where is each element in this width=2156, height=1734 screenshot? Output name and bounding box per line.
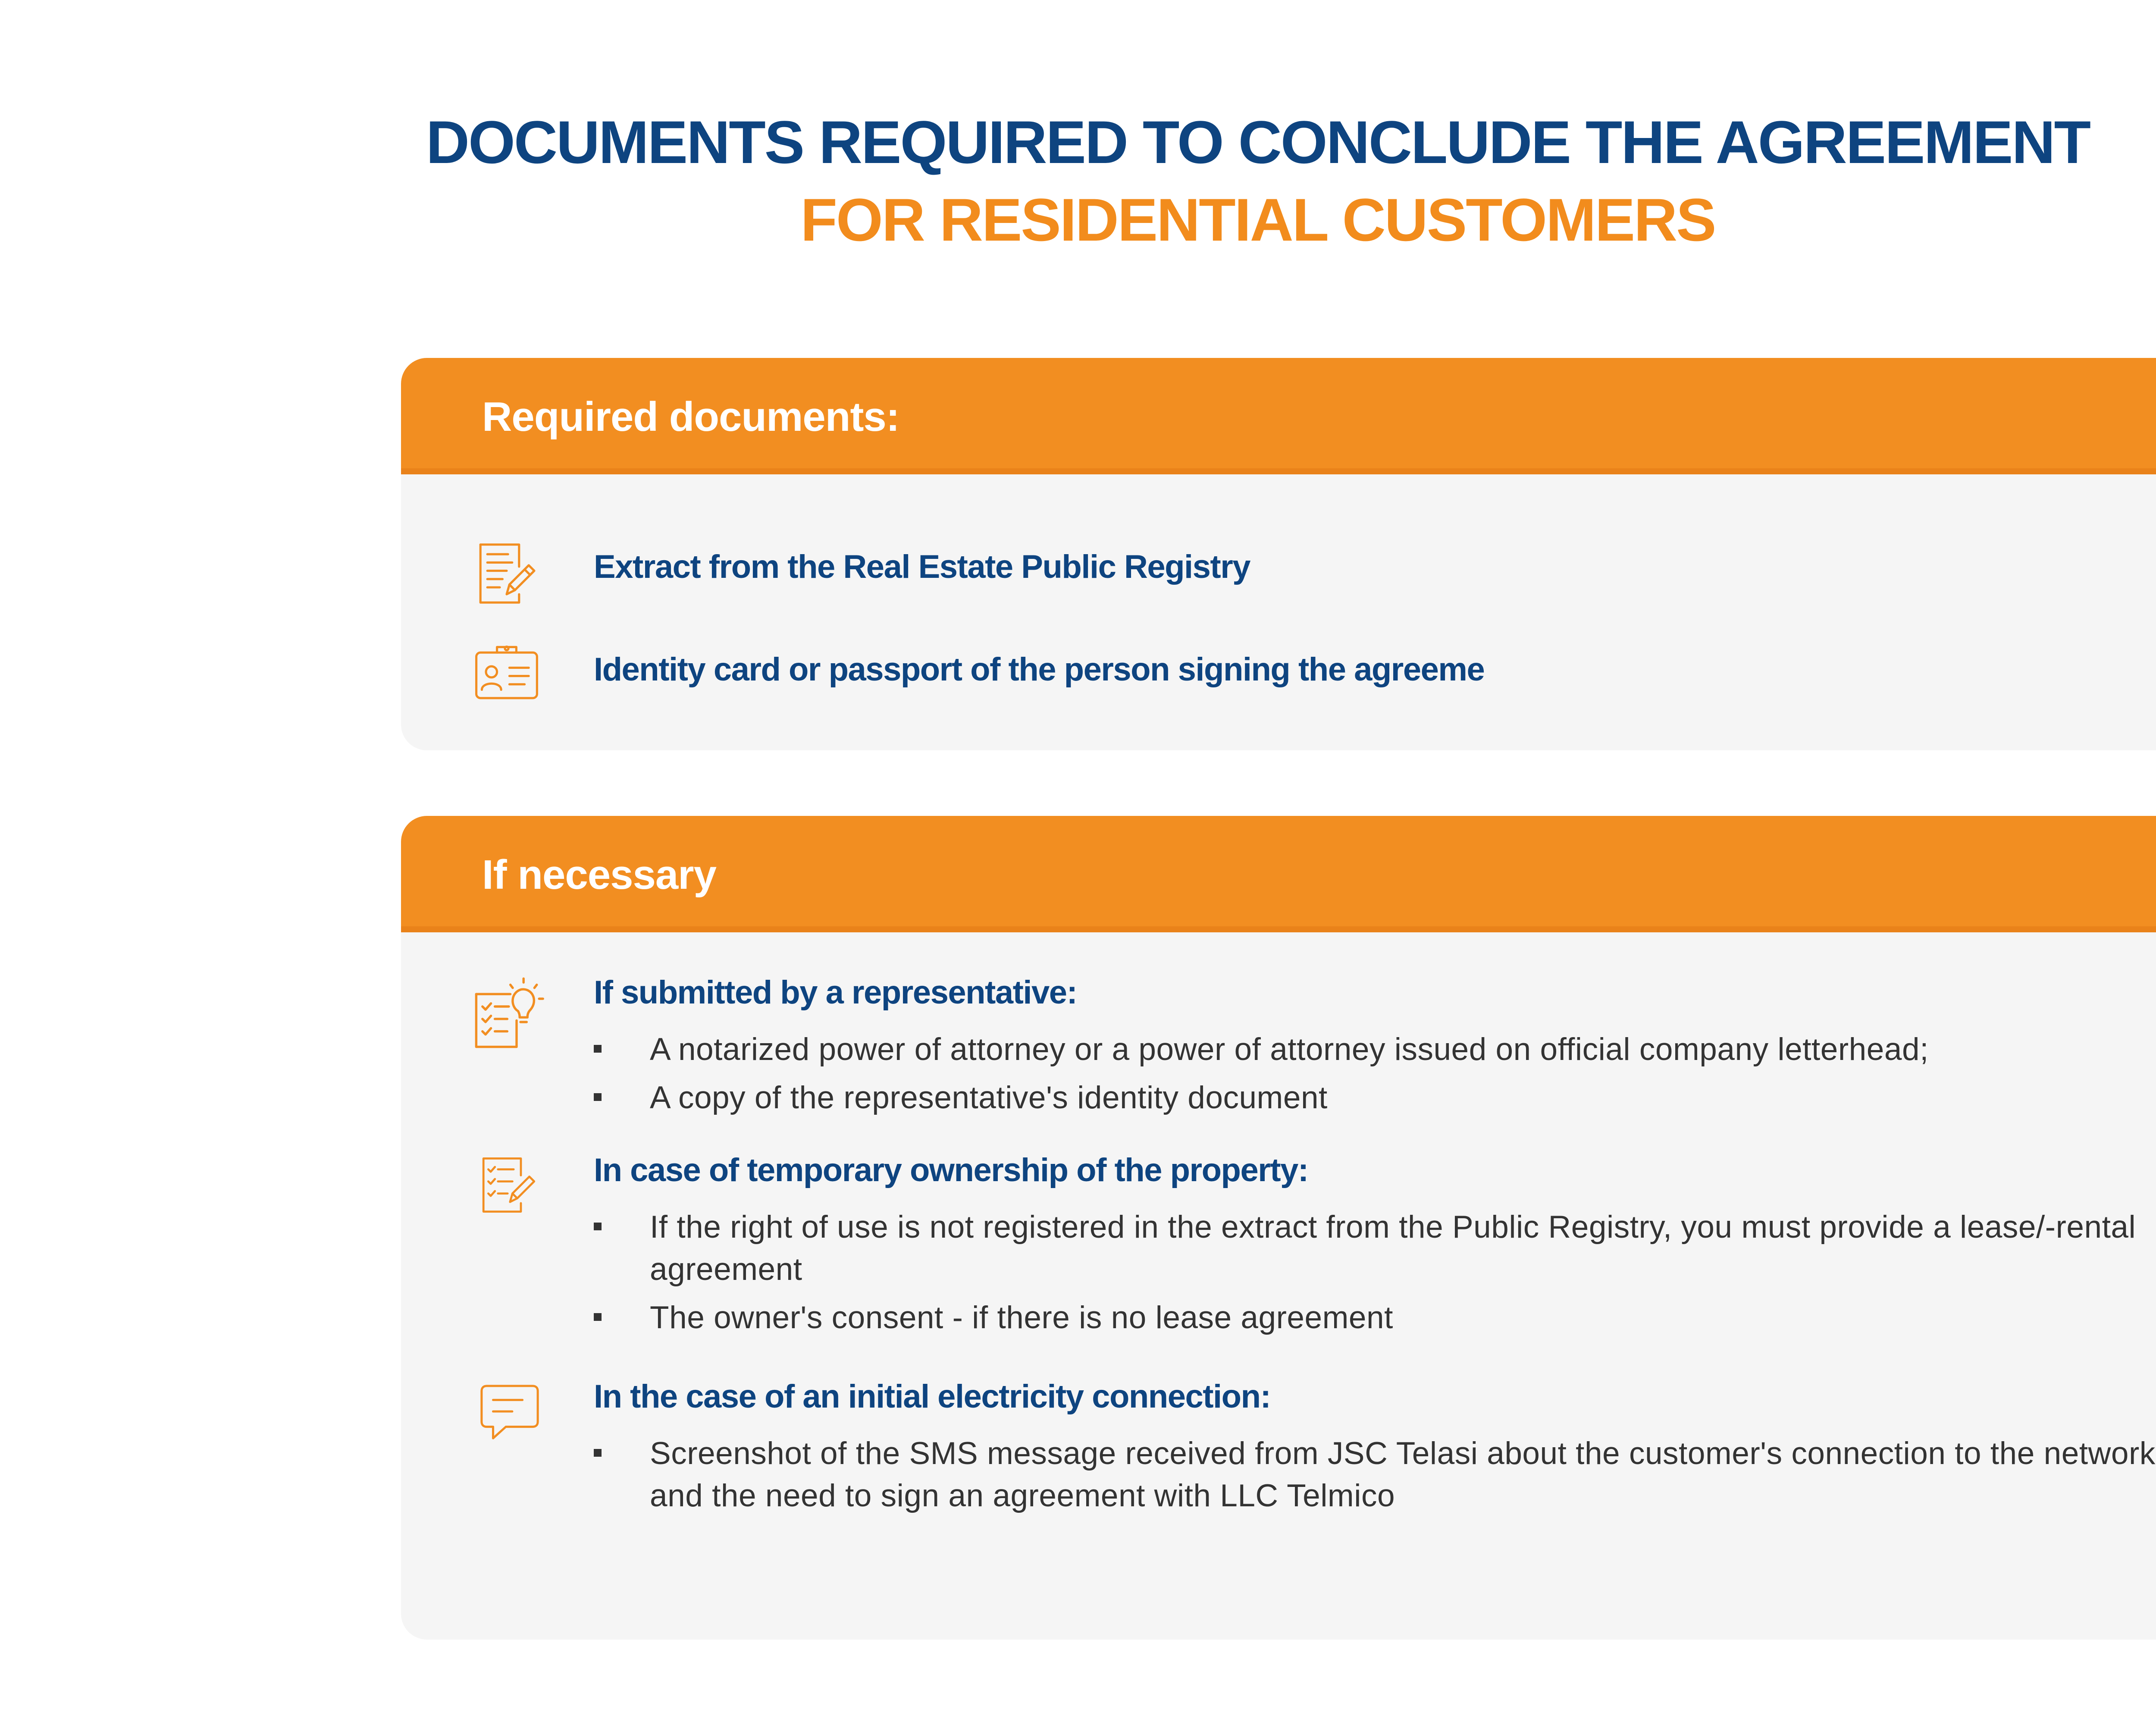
if-necessary-header (401, 816, 2156, 932)
checklist-pen-icon (479, 1155, 539, 1215)
required-documents-header-label: Required documents: (482, 394, 899, 440)
page-subtitle: FOR RESIDENTIAL CUSTOMERS (800, 186, 1715, 254)
page-title: DOCUMENTS REQUIRED TO CONCLUDE THE AGREEMENT (426, 108, 2090, 176)
bullet-text: Screenshot of the SMS message received from JSC Telasi about the customer's connection to the network and the need to sign an agreement with LLC Telmico (650, 1436, 2156, 1513)
list-item (594, 1028, 2156, 1071)
required-item-1: Extract from the Real Estate Public Registry (594, 549, 1250, 585)
temporary-ownership-section-title: In case of temporary ownership of the property: (594, 1152, 1308, 1188)
representative-section-title: If submitted by a representative: (594, 974, 1077, 1011)
bullet-text: If the right of use is not registered in the extract from the Public Registry, you must provide a lease/-rental agreement (650, 1210, 2136, 1287)
checklist-lightbulb-icon (470, 975, 548, 1053)
bullet-text: A copy of the representative's identity document (650, 1080, 1328, 1115)
list-item (594, 1433, 2156, 1517)
bullet-square-icon (594, 1045, 602, 1053)
representative-bullet-list (594, 1028, 2156, 1125)
required-item-2: Identity card or passport of the person signing the agreeme (594, 651, 1485, 688)
required-documents-card (401, 358, 2156, 750)
bullet-text: A notarized power of attorney or a power of attorney issued on official company letterhead; (650, 1032, 1929, 1067)
document-edit-icon (472, 539, 541, 608)
initial-connection-section-title: In the case of an initial electricity connection: (594, 1378, 1271, 1415)
chat-message-icon (478, 1381, 542, 1445)
bullet-square-icon (594, 1449, 602, 1457)
list-item (594, 1297, 2156, 1339)
bullet-square-icon (594, 1223, 602, 1230)
list-item (594, 1077, 2156, 1119)
bullet-square-icon (594, 1093, 602, 1101)
required-documents-header (401, 358, 2156, 474)
if-necessary-header-label: If necessary (482, 852, 717, 898)
list-item (594, 1206, 2156, 1291)
id-badge-icon (472, 637, 541, 706)
initial-connection-bullet-list (594, 1433, 2156, 1523)
if-necessary-card (401, 816, 2156, 1640)
bullet-text: The owner's consent - if there is no lease agreement (650, 1300, 1393, 1335)
bullet-square-icon (594, 1313, 602, 1321)
temporary-ownership-bullet-list (594, 1206, 2156, 1345)
